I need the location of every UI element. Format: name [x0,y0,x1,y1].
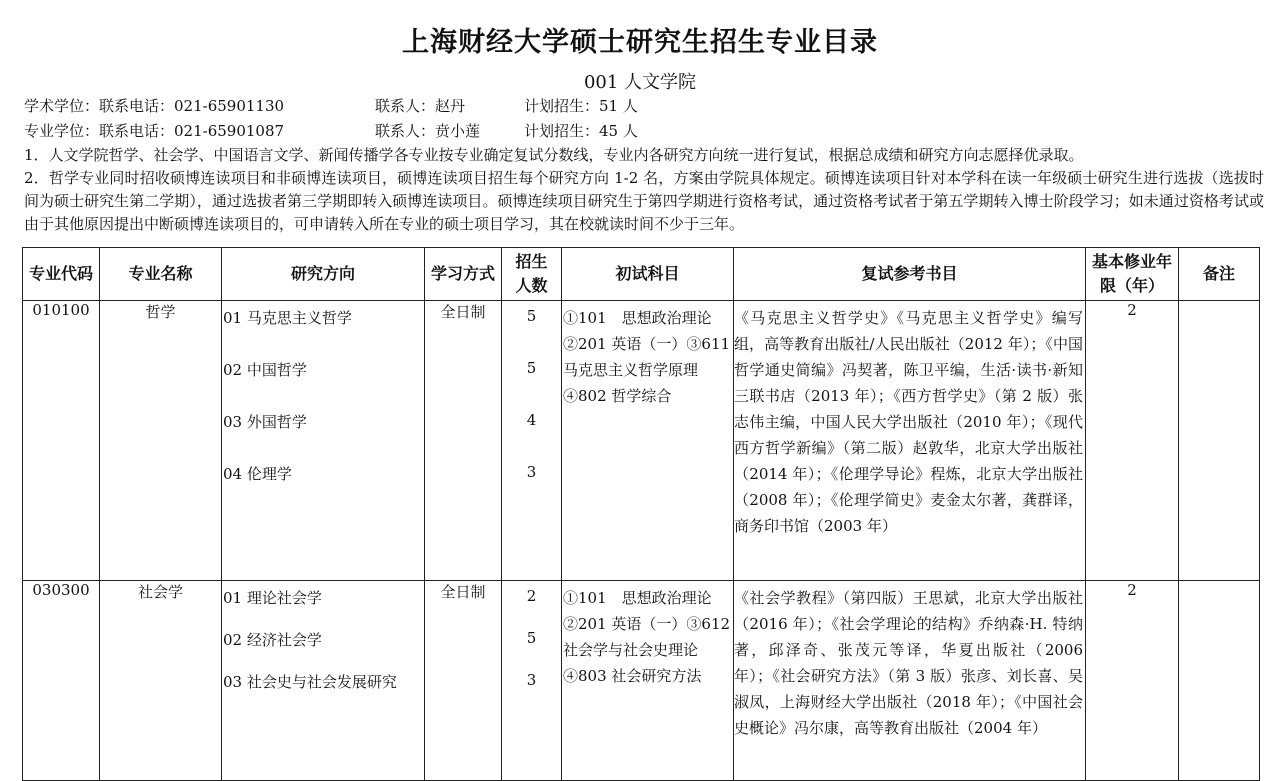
header-years [1086,248,1179,301]
table-row [23,301,1260,581]
row-years: 2 [1086,301,1179,581]
direction-item: 02 中国哲学 [223,361,307,379]
header-years-line2: 限（年） [1099,276,1164,295]
count-item: 5 [526,307,537,325]
row-counts [502,581,562,781]
row-code: 010100 [23,301,100,581]
notes-section [24,144,1264,236]
header-enroll-line1: 招生 [515,252,548,271]
row-code: 030300 [23,581,100,781]
row-counts [502,301,562,581]
academic-contact-person: 联系人：赵丹 [375,97,466,115]
count-item: 5 [526,629,537,647]
row-mode: 全日制 [425,581,502,781]
direction-item: 01 理论社会学 [223,589,322,607]
exam-line: ④803 社会研究方法 [563,667,702,685]
academic-contact-phone: 学术学位：联系电话：021-65901130 [24,97,285,115]
direction-item: 03 社会史与社会发展研究 [223,673,397,691]
row-books: 《社会学教程》（第四版）王思斌，北京大学出版社（2016 年）；《社会学理论的结构》乔纳森·H. 特纳著，邱泽奇、张茂元等译，华夏出版社（2006 年）；《社会研究方法》（第 3 版）张彦、刘长喜、吴淑凤，上海财经大学出版社（2018 年）；《中国社会史概论》冯尔康，高等教育出版社（2004 年） [734,581,1086,781]
row-name: 哲学 [100,301,222,581]
direction-item: 04 伦理学 [223,465,292,483]
header-remark: 备注 [1179,248,1260,301]
professional-contact-phone: 专业学位：联系电话：021-65901087 [24,122,285,140]
exam-line: ①101 思想政治理论 [563,589,712,607]
professional-contact-person: 联系人：贲小莲 [375,122,481,140]
row-exam [562,581,734,781]
table-row [23,581,1260,781]
header-enroll-line2: 人数 [515,276,548,295]
header-enroll [502,248,562,301]
count-item: 2 [526,587,537,605]
direction-item: 01 马克思主义哲学 [223,309,352,327]
academic-plan: 计划招生：51 人 [524,97,638,115]
row-name: 社会学 [100,581,222,781]
professional-plan: 计划招生：45 人 [524,122,638,140]
header-exam: 初试科目 [562,248,734,301]
header-books: 复试参考书目 [734,248,1086,301]
row-directions [222,301,425,581]
exam-line: ②201 英语（一）③611 [563,335,731,353]
row-directions [222,581,425,781]
department-heading: 001 人文学院 [583,72,697,93]
row-remark [1179,301,1260,581]
note-1: 1．人文学院哲学、社会学、中国语言文学、新闻传播学各专业按专业确定复试分数线，专业内各研究方向统一进行复试，根据总成绩和研究方向志愿择优录取。 [24,146,1084,164]
exam-line: ②201 英语（一）③612 [563,615,731,633]
page-title: 上海财经大学硕士研究生招生专业目录 [402,27,878,58]
header-code: 专业代码 [23,248,100,301]
row-mode: 全日制 [425,301,502,581]
exam-line: 马克思主义哲学原理 [563,361,699,379]
row-exam [562,301,734,581]
count-item: 4 [526,411,537,429]
row-years: 2 [1086,581,1179,781]
exam-line: ④802 哲学综合 [563,387,672,405]
header-mode: 学习方式 [425,248,502,301]
direction-item: 02 经济社会学 [223,631,322,649]
row-remark [1179,581,1260,781]
note-2: 2．哲学专业同时招收硕博连读项目和非硕博连读项目，硕博连读项目招生每个研究方向 1-2 名，方案由学院具体规定。硕博连读项目针对本学科在读一年级硕士研究生进行选拔（选拔时间为硕士研究生第二学期），通过选拔者第三学期即转入硕博连读项目。硕博连续项目研究生于第四学期进行资格考试，通过资格考试者于第五学期转入博士阶段学习；如未通过资格考试或由于其他原因提出中断硕博连读项目的，可申请转入所在专业的硕士项目学习，其在校就读时间不少于三年。 [24,169,1264,233]
count-item: 3 [526,463,537,481]
count-item: 5 [526,359,537,377]
table-header-row [23,248,1260,301]
header-direction: 研究方向 [222,248,425,301]
row-books: 《马克思主义哲学史》《马克思主义哲学史》编写组，高等教育出版社/人民出版社（2012 年）；《中国哲学通史简编》冯契著，陈卫平编，生活·读书·新知三联书店（2013 年）；《西方哲学史》（第 2 版）张志伟主编，中国人民大学出版社（2010 年）；《现代西方哲学新编》（第二版）赵敦华，北京大学出版社（2014 年）；《伦理学导论》程炼，北京大学出版社（2008 年）；《伦理学简史》麦金太尔著，龚群译，商务印书馆（2003 年） [734,301,1086,581]
exam-line: ①101 思想政治理论 [563,309,712,327]
header-years-line1: 基本修业年 [1091,252,1172,271]
exam-line: 社会学与社会史理论 [563,641,699,659]
count-item: 3 [526,671,537,689]
header-name: 专业名称 [100,248,222,301]
program-catalog-table [22,247,1260,781]
direction-item: 03 外国哲学 [223,413,307,431]
